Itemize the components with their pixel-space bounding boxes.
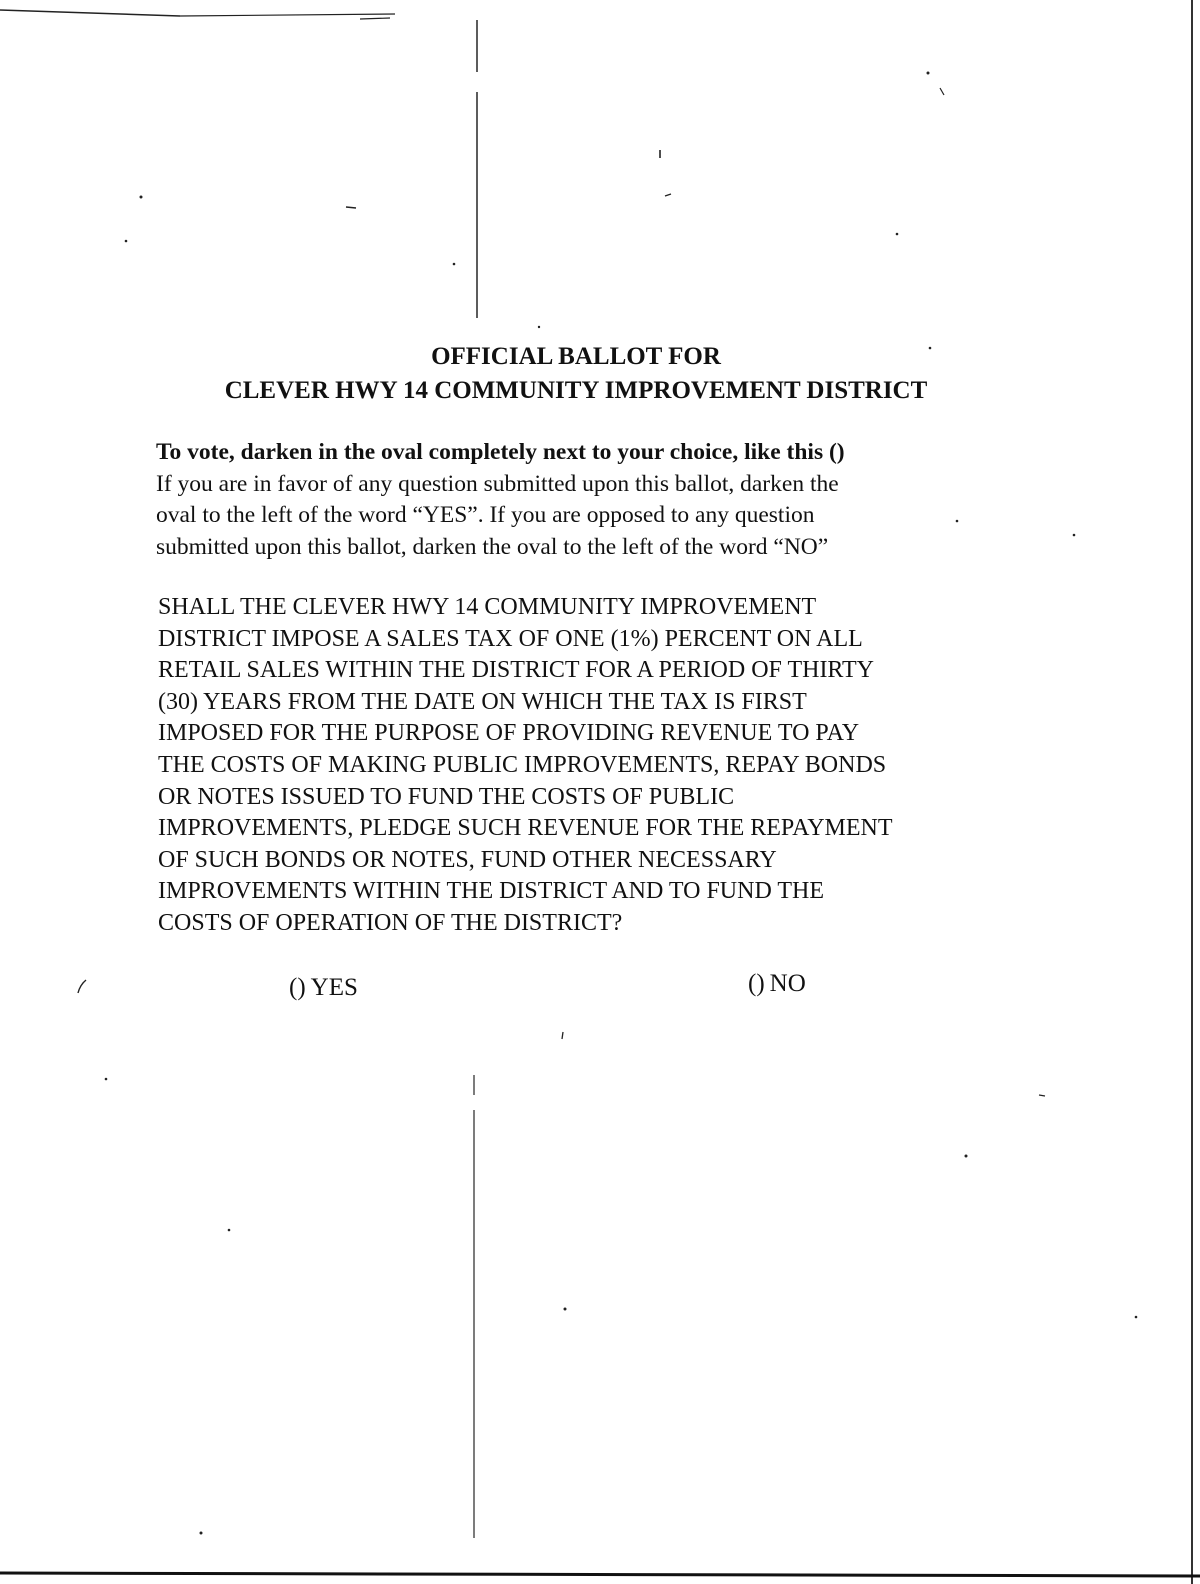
- question-line: (30) YEARS FROM THE DATE ON WHICH THE TAX IS FIRST: [158, 688, 807, 715]
- instructions-bold-line: To vote, darken in the oval completely next to your choice, like this (): [156, 439, 845, 465]
- instructions-line: oval to the left of the word “YES”. If you are opposed to any question: [156, 502, 815, 528]
- scan-streak: [0, 10, 180, 16]
- no-label: NO: [769, 970, 806, 997]
- question-line: SHALL THE CLEVER HWY 14 COMMUNITY IMPROVEMENT: [158, 594, 817, 620]
- question-line: IMPOSED FOR THE PURPOSE OF PROVIDING REVENUE TO PAY: [158, 720, 860, 747]
- yes-oval[interactable]: (): [289, 974, 306, 1001]
- question-line: IMPROVEMENTS WITHIN THE DISTRICT AND TO FUND THE: [158, 878, 825, 905]
- ballot-title: [0, 340, 1152, 408]
- ballot-title-line1: OFFICIAL BALLOT FOR: [431, 343, 721, 370]
- no-oval[interactable]: (): [748, 970, 765, 997]
- ballot-title-line2: CLEVER HWY 14 COMMUNITY IMPROVEMENT DISTRICT: [224, 377, 928, 404]
- yes-label: YES: [310, 974, 358, 1001]
- question-line: DISTRICT IMPOSE A SALES TAX OF ONE (1%) PERCENT ON ALL: [158, 625, 863, 652]
- question-line: COSTS OF OPERATION OF THE DISTRICT?: [158, 909, 623, 936]
- no-choice[interactable]: [748, 970, 806, 998]
- page-edge-bottom: [0, 1573, 1200, 1576]
- scan-streak: [360, 18, 390, 19]
- yes-choice[interactable]: [289, 974, 358, 1002]
- question-line: RETAIL SALES WITHIN THE DISTRICT FOR A PERIOD OF THIRTY: [158, 657, 874, 684]
- question-line: THE COSTS OF MAKING PUBLIC IMPROVEMENTS, REPAY BONDS: [158, 751, 887, 778]
- voting-instructions: [156, 437, 1016, 563]
- instructions-line: submitted upon this ballot, darken the oval to the left of the word “NO”: [156, 533, 829, 560]
- instructions-line: If you are in favor of any question submitted upon this ballot, darken the: [156, 470, 839, 497]
- question-line: IMPROVEMENTS, PLEDGE SUCH REVENUE FOR THE REPAYMENT: [158, 815, 893, 842]
- question-line: OR NOTES ISSUED TO FUND THE COSTS OF PUBLIC: [158, 783, 735, 810]
- question-line: OF SUCH BONDS OR NOTES, FUND OTHER NECESSARY: [158, 846, 777, 873]
- ballot-question: [158, 592, 1028, 940]
- scan-streak: [180, 14, 395, 16]
